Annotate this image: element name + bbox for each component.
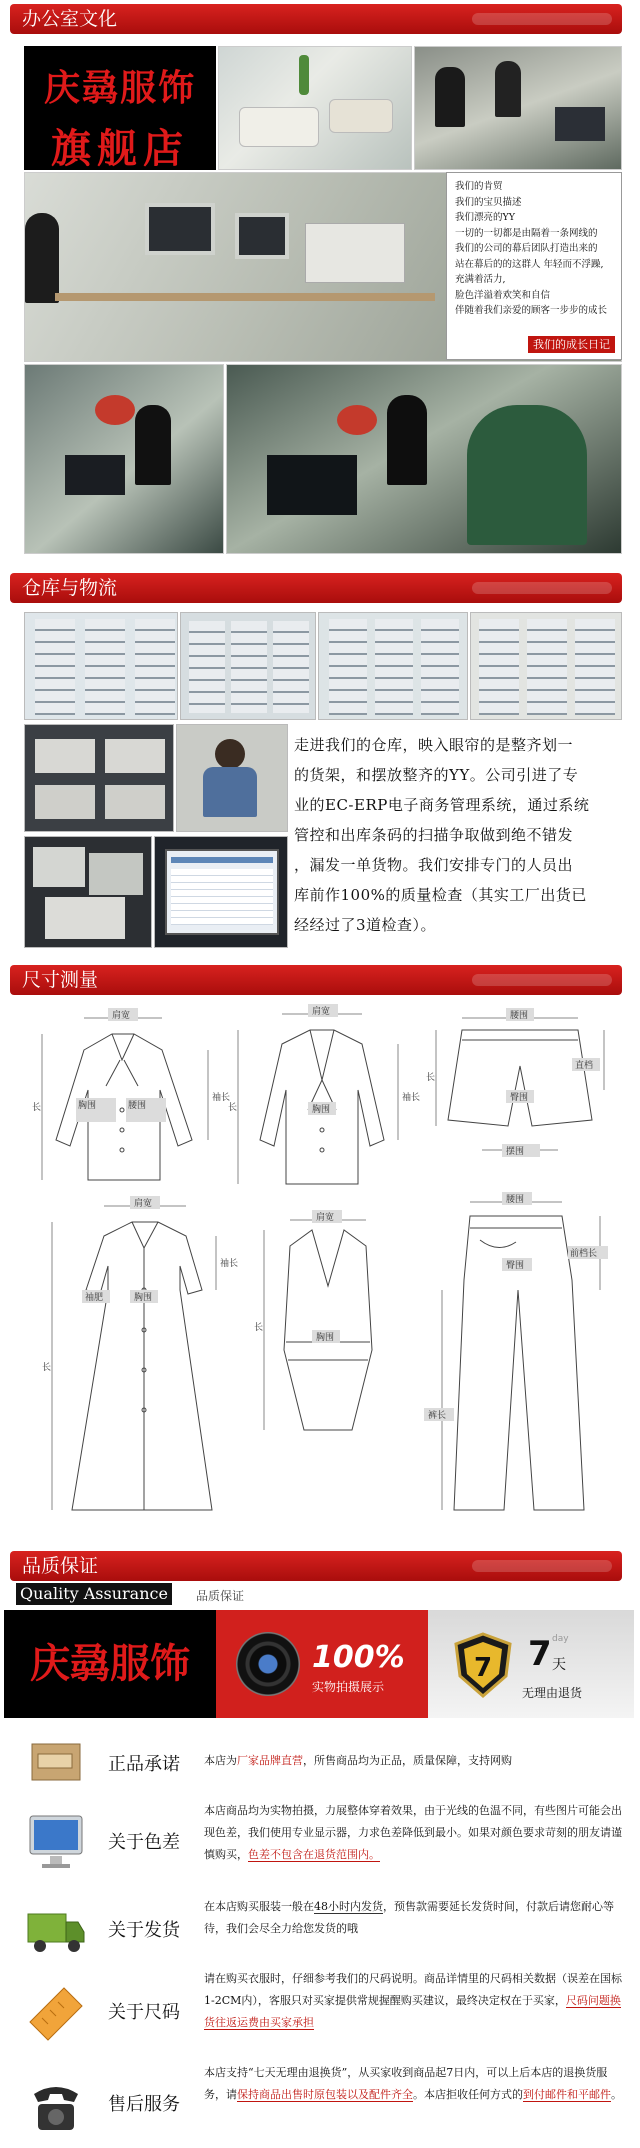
blazer-sketch xyxy=(238,1014,398,1184)
ruler-icon xyxy=(24,1982,88,2046)
return-label: 无理由退货 xyxy=(522,1686,583,1700)
camera-lens-icon xyxy=(236,1632,300,1696)
real-photo-label: 实物拍摄展示 xyxy=(312,1680,385,1694)
real-photo-badge xyxy=(216,1610,428,1718)
quality-banner: 品质保证 xyxy=(10,1551,622,1581)
warehouse-photo-packages xyxy=(24,836,152,948)
blazer-length-label: 长 xyxy=(228,1103,238,1113)
warehouse-photo-2 xyxy=(180,612,316,720)
note-line: 我们的宝贝描述 xyxy=(455,196,522,208)
blazer-bust-label: 胸围 xyxy=(312,1105,331,1115)
quality-panel xyxy=(4,1610,634,1718)
warehouse-line: ，漏发一单货物。我们安排专门的人员出 xyxy=(294,856,574,874)
blouse-waist-label: 腰围 xyxy=(128,1101,147,1111)
promise-body: 在本店购买服装一般在48小时内发货，预售款需要延长发货时间，付款后请您耐心等待，我们会尽全力给您发货的哦 xyxy=(204,1900,614,1935)
note-line: 我们漂亮的YY xyxy=(455,212,516,223)
note-line: 伴随着我们亲爱的顾客一步步的成长 xyxy=(455,305,608,316)
dress-shoulder-label: 肩宽 xyxy=(134,1199,153,1209)
promise-title: 售后服务 xyxy=(108,2094,180,2115)
shorts-hip-label: 臀围 xyxy=(510,1093,529,1103)
dress-sleeve-width-label: 袖肥 xyxy=(85,1293,104,1303)
return-badge xyxy=(428,1610,634,1718)
blazer-sleeve-label: 袖长 xyxy=(402,1093,421,1103)
trousers-waist-label: 腰围 xyxy=(506,1195,525,1205)
return-day-en: day xyxy=(552,1634,569,1644)
blouse-sleeve-label: 袖长 xyxy=(212,1093,231,1103)
quality-zh-label: 品质保证 xyxy=(196,1589,245,1603)
office-photo-sofa xyxy=(218,46,412,170)
camisole-sketch xyxy=(264,1220,372,1430)
office-photo-laptops xyxy=(24,364,224,554)
promise-size xyxy=(16,1968,628,2056)
shorts-sketch xyxy=(436,1018,604,1150)
return-day-zh: 天 xyxy=(552,1657,566,1673)
dress-sketch xyxy=(52,1206,216,1510)
warehouse-line: 的货架，和摆放整齐的YY。公司引进了专 xyxy=(294,766,579,784)
promise-aftersales xyxy=(16,2062,628,2146)
phone-icon xyxy=(24,2074,88,2138)
warehouse-photo-worker xyxy=(176,724,288,832)
shorts-rise-label: 直档 xyxy=(575,1061,594,1071)
note-line: 一切的一切都是由隔着一条网线的 xyxy=(455,227,598,239)
office-photo-team xyxy=(226,364,622,554)
warehouse-banner: 仓库与物流 xyxy=(10,573,622,603)
blouse-length-label: 长 xyxy=(32,1103,42,1113)
dress-sleeve-label: 袖长 xyxy=(220,1259,239,1269)
quality-en-label: Quality Assurance xyxy=(16,1583,172,1605)
blazer-shoulder-label: 肩宽 xyxy=(312,1007,331,1017)
blouse-sketch xyxy=(42,1018,208,1180)
promise-color xyxy=(16,1800,628,1884)
note-line: 充满着活力, xyxy=(455,274,506,285)
promise-title: 关于发货 xyxy=(108,1920,180,1941)
dress-length-label: 长 xyxy=(42,1363,52,1373)
office-photo-desks xyxy=(414,46,622,170)
dress-bust-label: 胸围 xyxy=(134,1293,153,1303)
promise-body: 本店商品均为实物拍摄，力展整体穿着效果，由于光线的色温不同，有些图片可能会出现色差，我们使用专业显示器，力求色差降低到最小。如果对颜色要求苛刻的朋友请谨慎购买，色差不包含在退货范围内。 xyxy=(204,1804,622,1861)
truck-icon xyxy=(24,1898,88,1962)
shorts-waist-label: 腰围 xyxy=(510,1011,529,1021)
box-icon xyxy=(24,1740,88,1784)
promise-shipping xyxy=(16,1896,628,1962)
note-line: 站在幕后的的这群人 年轻而不浮躁, xyxy=(455,258,604,270)
blouse-shoulder-label: 肩宽 xyxy=(112,1011,131,1021)
warehouse-line: 走进我们的仓库，映入眼帘的是整齐划一 xyxy=(294,736,574,754)
office-note xyxy=(446,172,622,360)
sizing-banner: 尺寸测量 xyxy=(10,965,622,995)
trousers-hip-label: 臀围 xyxy=(506,1261,525,1271)
monitor-icon xyxy=(24,1810,88,1874)
trousers-front-rise-label: 前档长 xyxy=(570,1249,598,1259)
warehouse-description xyxy=(294,730,624,940)
shorts-hem-label: 摆围 xyxy=(506,1147,525,1157)
warehouse-line: 管控和出库条码的扫描争取做到绝不错发 xyxy=(294,826,574,844)
promise-title: 正品承诺 xyxy=(108,1754,180,1775)
promise-body: 请在购买衣服时，仔细参考我们的尺码说明。商品详情里的尺码相关数据（误差在国标1-2CM内），客服只对买家提供常规握醒购买建议，最终决定权在于买家，尺码问题换货往返运费由买家承担 xyxy=(204,1972,622,2029)
camisole-length-label: 长 xyxy=(254,1323,264,1333)
warehouse-line: 经经过了3道检查）。 xyxy=(294,916,437,934)
camisole-bust-label: 胸围 xyxy=(316,1333,335,1343)
shorts-length-label: 长 xyxy=(426,1073,436,1083)
promise-body: 本店支持“七天无理由退换货”，从买家收到商品起7日内，可以上后本店的退换货服务，请保持商品出售时原包装以及配件齐全。本店拒收任何方式的到付邮件和平邮件。 xyxy=(204,2066,622,2101)
note-sign: 我们的成长日记 xyxy=(528,336,615,354)
warehouse-photo-erp-screen xyxy=(154,836,288,948)
quality-strip xyxy=(16,1583,252,1605)
quality-logo: 庆骉服饰 xyxy=(4,1610,216,1718)
warehouse-photo-1 xyxy=(24,612,178,720)
promise-authentic xyxy=(16,1740,628,1790)
real-photo-percent: 100% xyxy=(312,1640,405,1675)
office-banner: 办公室文化 xyxy=(10,4,622,34)
size-diagram xyxy=(12,990,626,1546)
blouse-bust-label: 胸围 xyxy=(78,1101,97,1111)
promise-body: 本店为厂家品牌直营，所售商品均为正品，质量保障，支持网购 xyxy=(204,1754,512,1767)
shop-logo-line1: 庆骉服饰 xyxy=(43,67,196,109)
camisole-shoulder-label: 肩宽 xyxy=(316,1213,335,1223)
shop-logo xyxy=(24,46,216,170)
warehouse-photo-3 xyxy=(318,612,468,720)
warehouse-line: 库前作100%的质量检查（其实工厂出货已 xyxy=(294,886,587,904)
note-line: 脸色洋溢着欢笑和自信 xyxy=(455,289,551,301)
note-line: 我们的肯贸 xyxy=(455,181,503,192)
shield-7day-icon xyxy=(454,1632,512,1698)
promise-title: 关于尺码 xyxy=(108,2002,180,2023)
return-days: 7 xyxy=(528,1634,552,1674)
trousers-inseam-label: 裤长 xyxy=(428,1411,447,1421)
note-line: 我们的公司的幕后团队打造出来的 xyxy=(455,243,598,254)
svg-text:7: 7 xyxy=(474,1653,493,1683)
shop-logo-line2: 旗舰店 xyxy=(51,125,189,172)
warehouse-line: 业的EC-ERP电子商务管理系统，通过系统 xyxy=(294,796,590,814)
warehouse-photo-4 xyxy=(470,612,622,720)
promise-title: 关于色差 xyxy=(108,1832,180,1853)
warehouse-photo-printers xyxy=(24,724,174,832)
